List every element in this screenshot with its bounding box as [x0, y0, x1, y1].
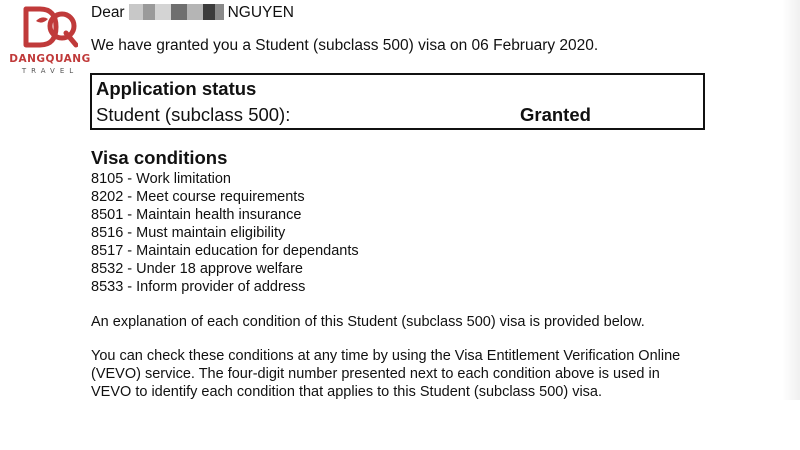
vevo-paragraph [91, 347, 680, 400]
vevo-line-2: (VEVO) service. The four-digit number presented next to each condition above is used in [91, 366, 660, 382]
redacted-given-name [129, 4, 224, 20]
logo-tagline: TRAVEL [21, 67, 79, 75]
salutation: Dear [91, 4, 125, 21]
recipient-surname: NGUYEN [227, 4, 294, 21]
list-item: 8533 - Inform provider of address [91, 279, 306, 295]
application-status-box [90, 73, 705, 130]
greeting-line [91, 4, 294, 22]
explanation-paragraph: An explanation of each condition of this Student (subclass 500) visa is provided below. [91, 314, 645, 330]
list-item: 8516 - Must maintain eligibility [91, 225, 286, 241]
vevo-line-1: You can check these conditions at any time by using the Visa Entitlement Verification Online [91, 348, 681, 364]
vevo-line-3: VEVO to identify each condition that applies to this Student (subclass 500) visa. [91, 384, 603, 400]
grant-intro: We have granted you a Student (subclass 500) visa on 06 February 2020. [91, 37, 599, 54]
list-item: 8517 - Maintain education for dependants [91, 243, 359, 259]
list-item: 8202 - Meet course requirements [91, 189, 305, 205]
visa-conditions-list [91, 170, 359, 296]
application-status-heading: Application status [96, 78, 257, 99]
list-item: 8532 - Under 18 approve welfare [91, 261, 303, 277]
visa-conditions-heading: Visa conditions [91, 147, 228, 168]
list-item: 8105 - Work limitation [91, 171, 231, 187]
list-item: 8501 - Maintain health insurance [91, 207, 302, 223]
page-bottom-margin [0, 400, 800, 450]
logo-company-name: DANGQUANG [9, 53, 91, 65]
status-badge: Granted [520, 104, 591, 125]
company-logo [6, 5, 92, 77]
page-edge-shadow [782, 0, 800, 400]
visa-subclass-label: Student (subclass 500): [96, 104, 291, 125]
logo-mark-icon [22, 5, 78, 51]
